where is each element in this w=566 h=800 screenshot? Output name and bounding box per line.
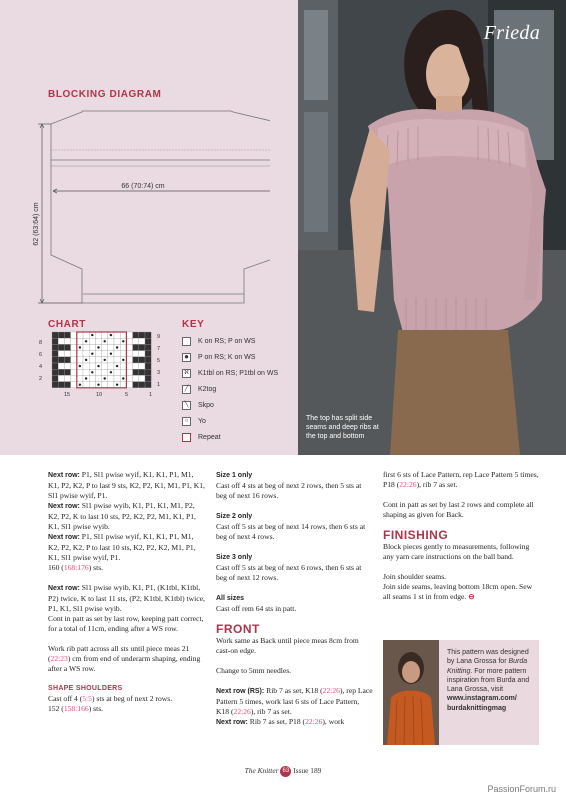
size-3-heading: Size 3 only (216, 554, 253, 561)
chart-cell (71, 332, 77, 338)
front-heading: FRONT (216, 622, 260, 636)
chart-cell (139, 338, 145, 344)
pattern-title: Frieda (483, 22, 540, 44)
chart-cell (77, 357, 83, 363)
chart-cell (139, 357, 145, 363)
size-1-heading: Size 1 only (216, 472, 253, 479)
key-item-k2tog: ╱ K2tog (182, 384, 216, 395)
chart-cell (58, 369, 64, 375)
key-item-knit: K on RS; P on WS (182, 336, 255, 347)
chart-cell (77, 332, 83, 338)
chart-cell (120, 344, 126, 350)
chart-cell (64, 351, 70, 357)
chart-cell (64, 344, 70, 350)
page-footer (0, 766, 566, 777)
chart-cell (64, 363, 70, 369)
chart-purl-dot (122, 377, 124, 379)
chart-row-3: 3 (157, 370, 161, 376)
chart-cell (133, 338, 139, 344)
chart-cell (145, 351, 151, 357)
all-sizes-heading: All sizes (216, 595, 245, 602)
chart-col-15: 15 (64, 392, 71, 398)
chart-purl-dot (110, 334, 112, 336)
text-column-1: Next row: P1, Sl1 pwise wyif, K1, K1, P1, M1, K1, P2, K2, P to last 9 sts, K2, P2, K1, M1, P1, K1, Sl1 pwise wyif, P1. Next row: Sl1 pwise wyib, K1, P1, K1, M1, P2, K2, P2, K to last 10 sts, P2, K2, P2, M1, K1, P1, K1, Sl1 pwise wyib. Next row: P1, Sl1 pwise wyif, K1, K1, P1, M1, K2, P2, K2, P to last 10 sts, K2, P2, K2, M1, P1, K1, Sl1 pwise wyif, P1. 160 (168:176) sts. Next row: Sl1 pwise wyib, K1, P1, (K1tbl, K1tbl, P2) twice, K to last 11 sts, (P2, K1tbl, K1tbl) twice, P1, K1, Sl1 pwise wyib. Cont in patt as set by last row, keeping patt correct, for a total of 11cm, ending after a WS row. Work rib patt across all sts until piece meas 21 (22:23) cm from end of underarm shaping, ending after a WS row. SHAPE SHOULDERS Cast off 4 (5:5) sts at beg of next 2 rows. 152 (158:166) sts. (48, 470, 205, 713)
chart-purl-dot (122, 340, 124, 342)
chart-cell (108, 363, 114, 369)
chart-cell (145, 363, 151, 369)
watermark: PassionForum.ru (487, 784, 556, 794)
chart-purl-dot (85, 359, 87, 361)
chart-cell (145, 338, 151, 344)
chart-row-6: 6 (39, 352, 43, 358)
chart-purl-dot (97, 346, 99, 348)
chart-cell (126, 351, 132, 357)
chart-cell (71, 338, 77, 344)
chart-purl-dot (116, 384, 118, 386)
k2tog-icon: ╱ (182, 385, 191, 394)
yarn-over-icon: ○ (182, 417, 191, 426)
text-column-3: first 6 sts of Lace Pattern, rep Lace Pattern 5 times, P18 (22:26), rib 7 as set. Cont in patt as set by last 2 rows and complete all shaping as given for Back. FINISHING Block pieces gently to measurements, following any yarn care instructions on the ball band. Join shoulder seams. Join side seams, leaving bottom 18cm open. Sew all seams 1 st in from edge. ⊖ (383, 470, 541, 602)
chart-purl-dot (97, 365, 99, 367)
key-item-yo: ○ Yo (182, 416, 206, 427)
chart-cell (58, 382, 64, 388)
chart-cell (71, 382, 77, 388)
chart-cell (71, 357, 77, 363)
chart-cell (83, 382, 89, 388)
promo-photo (383, 640, 439, 745)
chart-cell (89, 338, 95, 344)
chart-cell (114, 375, 120, 381)
chart-cell (108, 382, 114, 388)
chart-cell (102, 382, 108, 388)
chart-cell (64, 332, 70, 338)
chart-cell (83, 363, 89, 369)
chart-row-8: 8 (39, 340, 43, 346)
chart-cell (58, 338, 64, 344)
chart-cell (71, 369, 77, 375)
chart-cell (77, 351, 83, 357)
chart-cell (133, 344, 139, 350)
chart-cell (108, 375, 114, 381)
chart-col-1: 1 (149, 392, 153, 398)
chart-purl-dot (85, 377, 87, 379)
chart-cell (139, 363, 145, 369)
chart-cell (126, 363, 132, 369)
chart-purl-dot (85, 340, 87, 342)
height-label: 62 (63:64) cm (33, 202, 40, 246)
chart-cell (64, 369, 70, 375)
chart-cell (102, 351, 108, 357)
chart-cell (71, 351, 77, 357)
chart-purl-dot (104, 359, 106, 361)
chart-cell (52, 369, 58, 375)
chart-cell (83, 369, 89, 375)
promo-text: This pattern was designed by Lana Grossa for Burda Knitting. For more pattern inspiration from Burda and Lana Grossa, visit www.instagram.com/ burdaknittingmag (447, 649, 530, 712)
key-item-purl: ● P on RS; K on WS (182, 352, 255, 363)
blocking-diagram-heading: BLOCKING DIAGRAM (48, 89, 162, 100)
chart-cell (89, 357, 95, 363)
chart-cell (114, 338, 120, 344)
chart-cell (77, 338, 83, 344)
twisted-stitch-icon: ℵ (182, 369, 191, 378)
chart-cell (133, 369, 139, 375)
text-column-2: Size 1 only Cast off 4 sts at beg of next 2 rows, then 5 sts at beg of next 16 rows. Size 2 only Cast off 5 sts at beg of next 14 rows, then 6 sts at beg of next 4 rows. Size 3 only Cast off 5 sts at beg of next 6 rows, then 6 sts at beg of next 12 rows. All sizes Cast off rem 64 sts in patt. FRONT Work same as Back until piece meas 8cm from cast-on edge. Change to 5mm needles. Next row (RS): Rib 7 as set, K18 (22:26), rep Lace Pattern 5 times, work last 6 sts of Lace Pattern, K18 (22:26), rib 7 as set. Next row: Rib 7 as set, P18 (22:26), work (216, 472, 373, 726)
chart-cell (120, 382, 126, 388)
chart-cell (102, 363, 108, 369)
chart-cell (58, 344, 64, 350)
chart-purl-dot (79, 346, 81, 348)
chart-cell (89, 344, 95, 350)
knit-symbol-icon (182, 337, 191, 346)
chart-cell (95, 369, 101, 375)
chart-cell (64, 338, 70, 344)
issue-number: Issue 189 (293, 766, 322, 776)
key-heading: KEY (182, 319, 205, 330)
chart-purl-dot (110, 371, 112, 373)
purl-dot-icon: ● (182, 353, 191, 362)
chart-cell (77, 369, 83, 375)
chart-cell (64, 357, 70, 363)
chart-cell (120, 363, 126, 369)
chart-cell (108, 344, 114, 350)
chart-cell (120, 369, 126, 375)
chart-cell (77, 375, 83, 381)
chart-cell (139, 351, 145, 357)
size-2-heading: Size 2 only (216, 513, 253, 520)
chart-cell (89, 375, 95, 381)
designer-promo-box (383, 640, 539, 745)
chart-cell (102, 332, 108, 338)
chart-cell (52, 363, 58, 369)
chart-cell (133, 332, 139, 338)
repeat-box-icon (182, 433, 191, 442)
chart-cell (133, 382, 139, 388)
chart-cell (145, 369, 151, 375)
stitch-chart (36, 330, 176, 405)
chart-cell (126, 344, 132, 350)
key-item-k1tbl: ℵ K1tbl on RS; P1tbl on WS (182, 368, 278, 379)
chart-purl-dot (116, 346, 118, 348)
chart-cell (114, 369, 120, 375)
photo-caption: The top has split side seams and deep ribs at the top and bottom (306, 415, 379, 440)
chart-cell (95, 375, 101, 381)
chart-cell (133, 375, 139, 381)
chart-cell (64, 375, 70, 381)
chart-cell (108, 357, 114, 363)
chart-purl-dot (97, 384, 99, 386)
chart-purl-dot (110, 353, 112, 355)
chart-cell (139, 369, 145, 375)
chart-cell (95, 357, 101, 363)
finishing-heading: FINISHING (383, 528, 449, 542)
chart-cell (139, 332, 145, 338)
chart-cell (58, 357, 64, 363)
chart-cell (52, 357, 58, 363)
chart-cell (52, 375, 58, 381)
chart-cell (52, 338, 58, 344)
chart-cell (126, 357, 132, 363)
chart-cell (83, 332, 89, 338)
page-number: 63 (280, 766, 291, 777)
chart-heading: CHART (48, 319, 86, 330)
chart-cell (89, 382, 95, 388)
chart-cell (95, 351, 101, 357)
chart-col-5: 5 (125, 392, 129, 398)
chart-purl-dot (91, 371, 93, 373)
chart-cell (120, 351, 126, 357)
chart-cell (120, 332, 126, 338)
model-photo (298, 0, 566, 455)
width-label: 66 (70:74) cm (121, 183, 165, 190)
chart-cell (126, 375, 132, 381)
chart-cell (64, 382, 70, 388)
chart-cell (145, 375, 151, 381)
chart-cell (114, 332, 120, 338)
chart-cell (83, 344, 89, 350)
chart-cell (95, 338, 101, 344)
chart-purl-dot (79, 365, 81, 367)
chart-cell (58, 363, 64, 369)
chart-cell (139, 375, 145, 381)
chart-cell (102, 369, 108, 375)
instagram-link[interactable]: www.instagram.com/ (447, 695, 517, 703)
chart-purl-dot (122, 359, 124, 361)
chart-cell (102, 344, 108, 350)
chart-cell (126, 382, 132, 388)
chart-cell (89, 363, 95, 369)
chart-cell (71, 363, 77, 369)
chart-grid (36, 330, 176, 400)
chart-row-5: 5 (157, 358, 161, 364)
chart-cell (133, 357, 139, 363)
chart-cell (126, 332, 132, 338)
chart-col-10: 10 (96, 392, 103, 398)
shape-shoulders-heading: SHAPE SHOULDERS (48, 685, 123, 692)
skpo-icon: ╲ (182, 401, 191, 410)
chart-cell (139, 382, 145, 388)
chart-cell (114, 351, 120, 357)
chart-purl-dot (104, 340, 106, 342)
chart-cell (145, 332, 151, 338)
chart-row-7: 7 (157, 346, 161, 352)
chart-cell (58, 332, 64, 338)
chart-purl-dot (104, 377, 106, 379)
chart-cell (145, 357, 151, 363)
chart-cell (133, 351, 139, 357)
chart-purl-dot (79, 384, 81, 386)
chart-cell (133, 363, 139, 369)
chart-row-9: 9 (157, 334, 161, 340)
chart-cell (58, 351, 64, 357)
chart-row-1: 1 (157, 382, 161, 388)
chart-cell (58, 375, 64, 381)
end-mark-icon: ⊖ (468, 592, 475, 601)
key-item-skpo: ╲ Skpo (182, 400, 214, 411)
chart-cell (139, 344, 145, 350)
chart-purl-dot (116, 365, 118, 367)
blocking-diagram (30, 104, 270, 314)
chart-cell (83, 351, 89, 357)
chart-cell (126, 338, 132, 344)
chart-row-4: 4 (39, 364, 43, 370)
chart-cell (108, 338, 114, 344)
chart-cell (52, 382, 58, 388)
chart-cell (126, 369, 132, 375)
instagram-link-handle[interactable]: burdaknittingmag (447, 704, 507, 712)
chart-purl-dot (91, 334, 93, 336)
chart-row-2: 2 (39, 376, 43, 382)
chart-cell (145, 382, 151, 388)
chart-cell (52, 344, 58, 350)
chart-cell (52, 351, 58, 357)
key-item-repeat: Repeat (182, 432, 221, 443)
chart-cell (145, 344, 151, 350)
magazine-name: The Knitter (244, 766, 279, 776)
chart-purl-dot (91, 353, 93, 355)
chart-cell (71, 375, 77, 381)
chart-cell (52, 332, 58, 338)
chart-cell (114, 357, 120, 363)
chart-cell (95, 332, 101, 338)
chart-cell (71, 344, 77, 350)
